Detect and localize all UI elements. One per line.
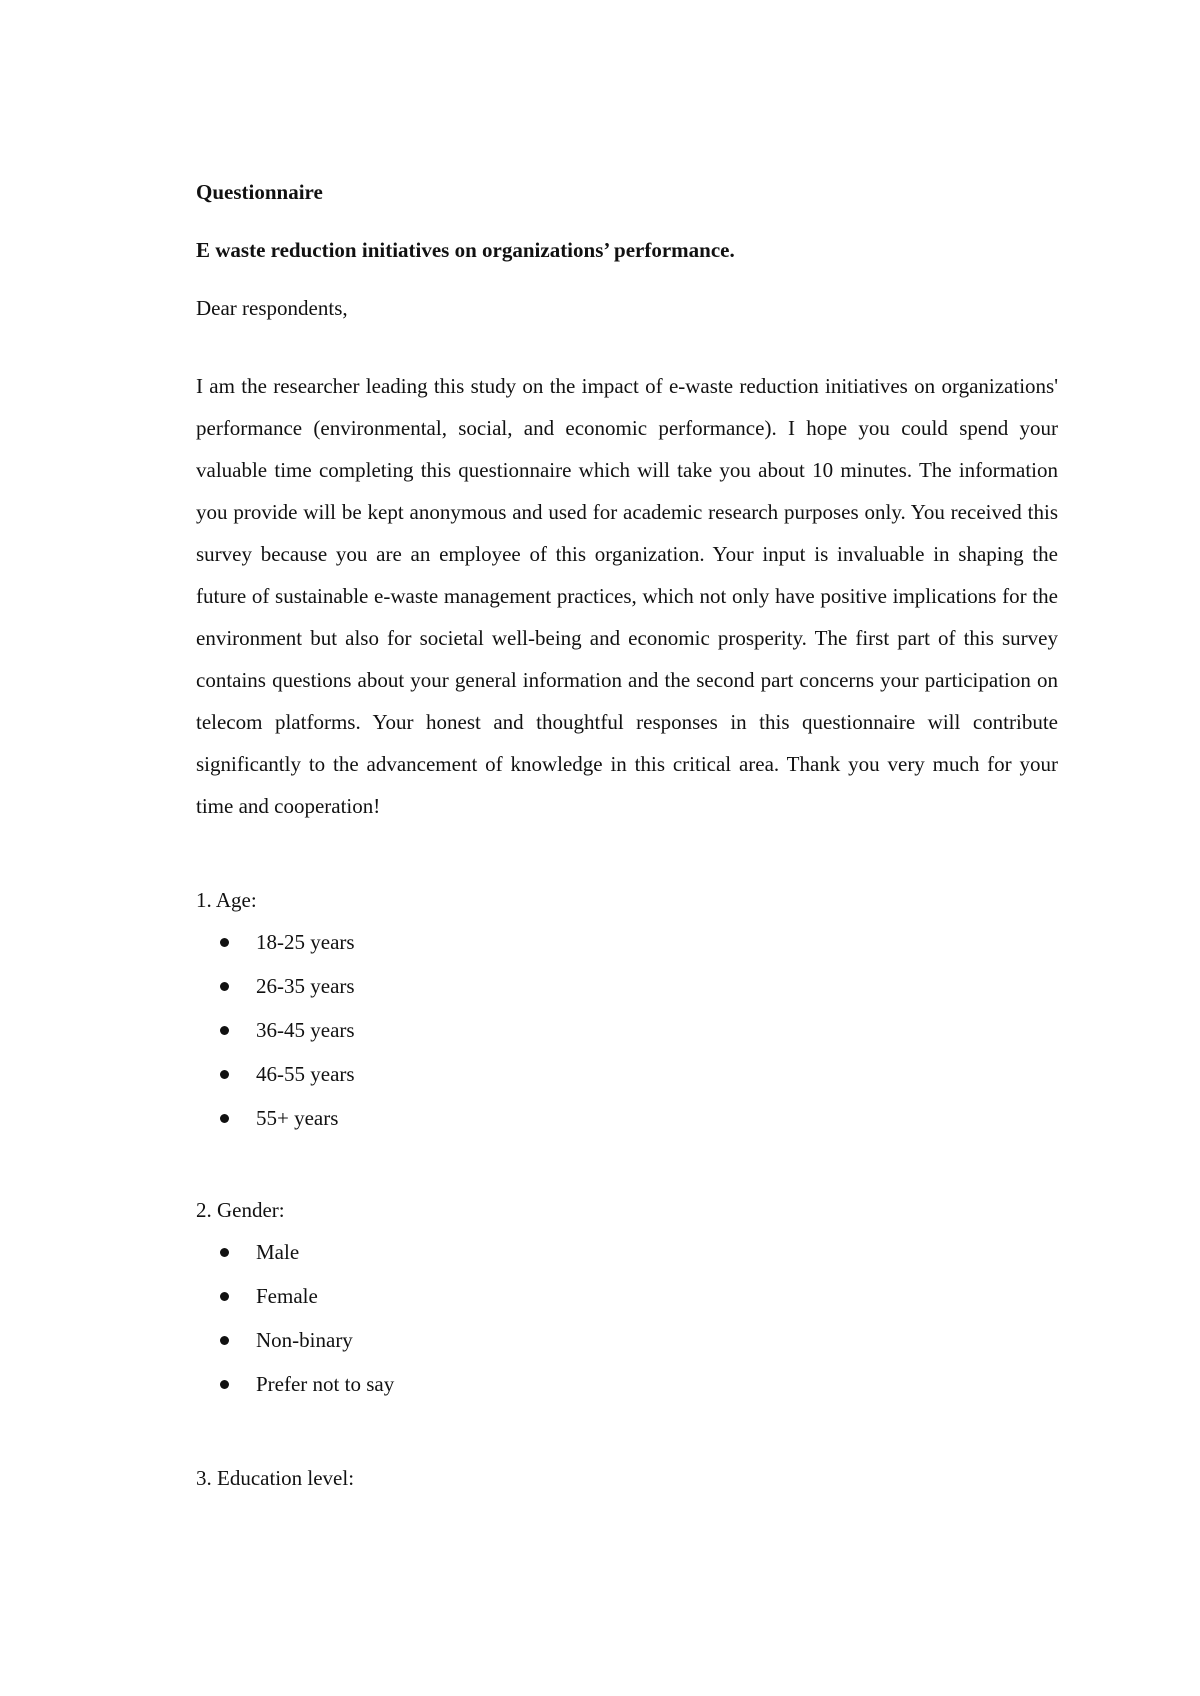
list-item xyxy=(196,1230,1058,1274)
age-options-list xyxy=(196,920,1058,1140)
list-item xyxy=(196,964,1058,1008)
intro-paragraph: I am the researcher leading this study on the impact of e-waste reduction initiatives on organizations' performance (environmental, social, and economic performance). I hope you could spend your valuable time completing this questionnaire which will take you about 10 minutes. The information you provide will be kept anonymous and used for academic research purposes only. You received this survey because you are an employee of this organization. Your input is invaluable in shaping the future of sustainable e-waste management practices, which not only have positive implications for the environment but also for societal well-being and economic prosperity. The first part of this survey contains questions about your general information and the second part concerns your participation on telecom platforms. Your honest and thoughtful responses in this questionnaire will contribute significantly to the advancement of knowledge in this critical area. Thank you very much for your time and cooperation! xyxy=(196,374,1058,818)
bullet-icon xyxy=(220,982,229,991)
list-item xyxy=(196,1318,1058,1362)
gender-options-list xyxy=(196,1230,1058,1406)
option-label: 26-35 years xyxy=(256,974,355,998)
question-gender-label: 2. Gender: xyxy=(196,1198,285,1222)
option-label: 18-25 years xyxy=(256,930,355,954)
option-label: Male xyxy=(256,1240,300,1264)
bullet-icon xyxy=(220,1026,229,1035)
list-item xyxy=(196,1274,1058,1318)
list-item xyxy=(196,920,1058,964)
option-label: 55+ years xyxy=(256,1106,339,1130)
bullet-icon xyxy=(220,1114,229,1123)
list-item xyxy=(196,1008,1058,1052)
question-age-label: 1. Age: xyxy=(196,888,257,912)
document-title: E waste reduction initiatives on organizations’ performance. xyxy=(196,238,735,262)
list-item xyxy=(196,1096,1058,1140)
bullet-icon xyxy=(220,938,229,947)
bullet-icon xyxy=(220,1336,229,1345)
bullet-icon xyxy=(220,1292,229,1301)
option-label: 46-55 years xyxy=(256,1062,355,1086)
salutation: Dear respondents, xyxy=(196,296,348,320)
option-label: Female xyxy=(256,1284,318,1308)
list-item xyxy=(196,1052,1058,1096)
bullet-icon xyxy=(220,1070,229,1079)
bullet-icon xyxy=(220,1380,229,1389)
question-education-label: 3. Education level: xyxy=(196,1466,355,1490)
list-item xyxy=(196,1362,1058,1406)
option-label: 36-45 years xyxy=(256,1018,355,1042)
document-heading: Questionnaire xyxy=(196,180,323,204)
bullet-icon xyxy=(220,1248,229,1257)
document-content xyxy=(196,178,1058,1492)
option-label: Non-binary xyxy=(256,1328,353,1352)
option-label: Prefer not to say xyxy=(256,1372,395,1396)
